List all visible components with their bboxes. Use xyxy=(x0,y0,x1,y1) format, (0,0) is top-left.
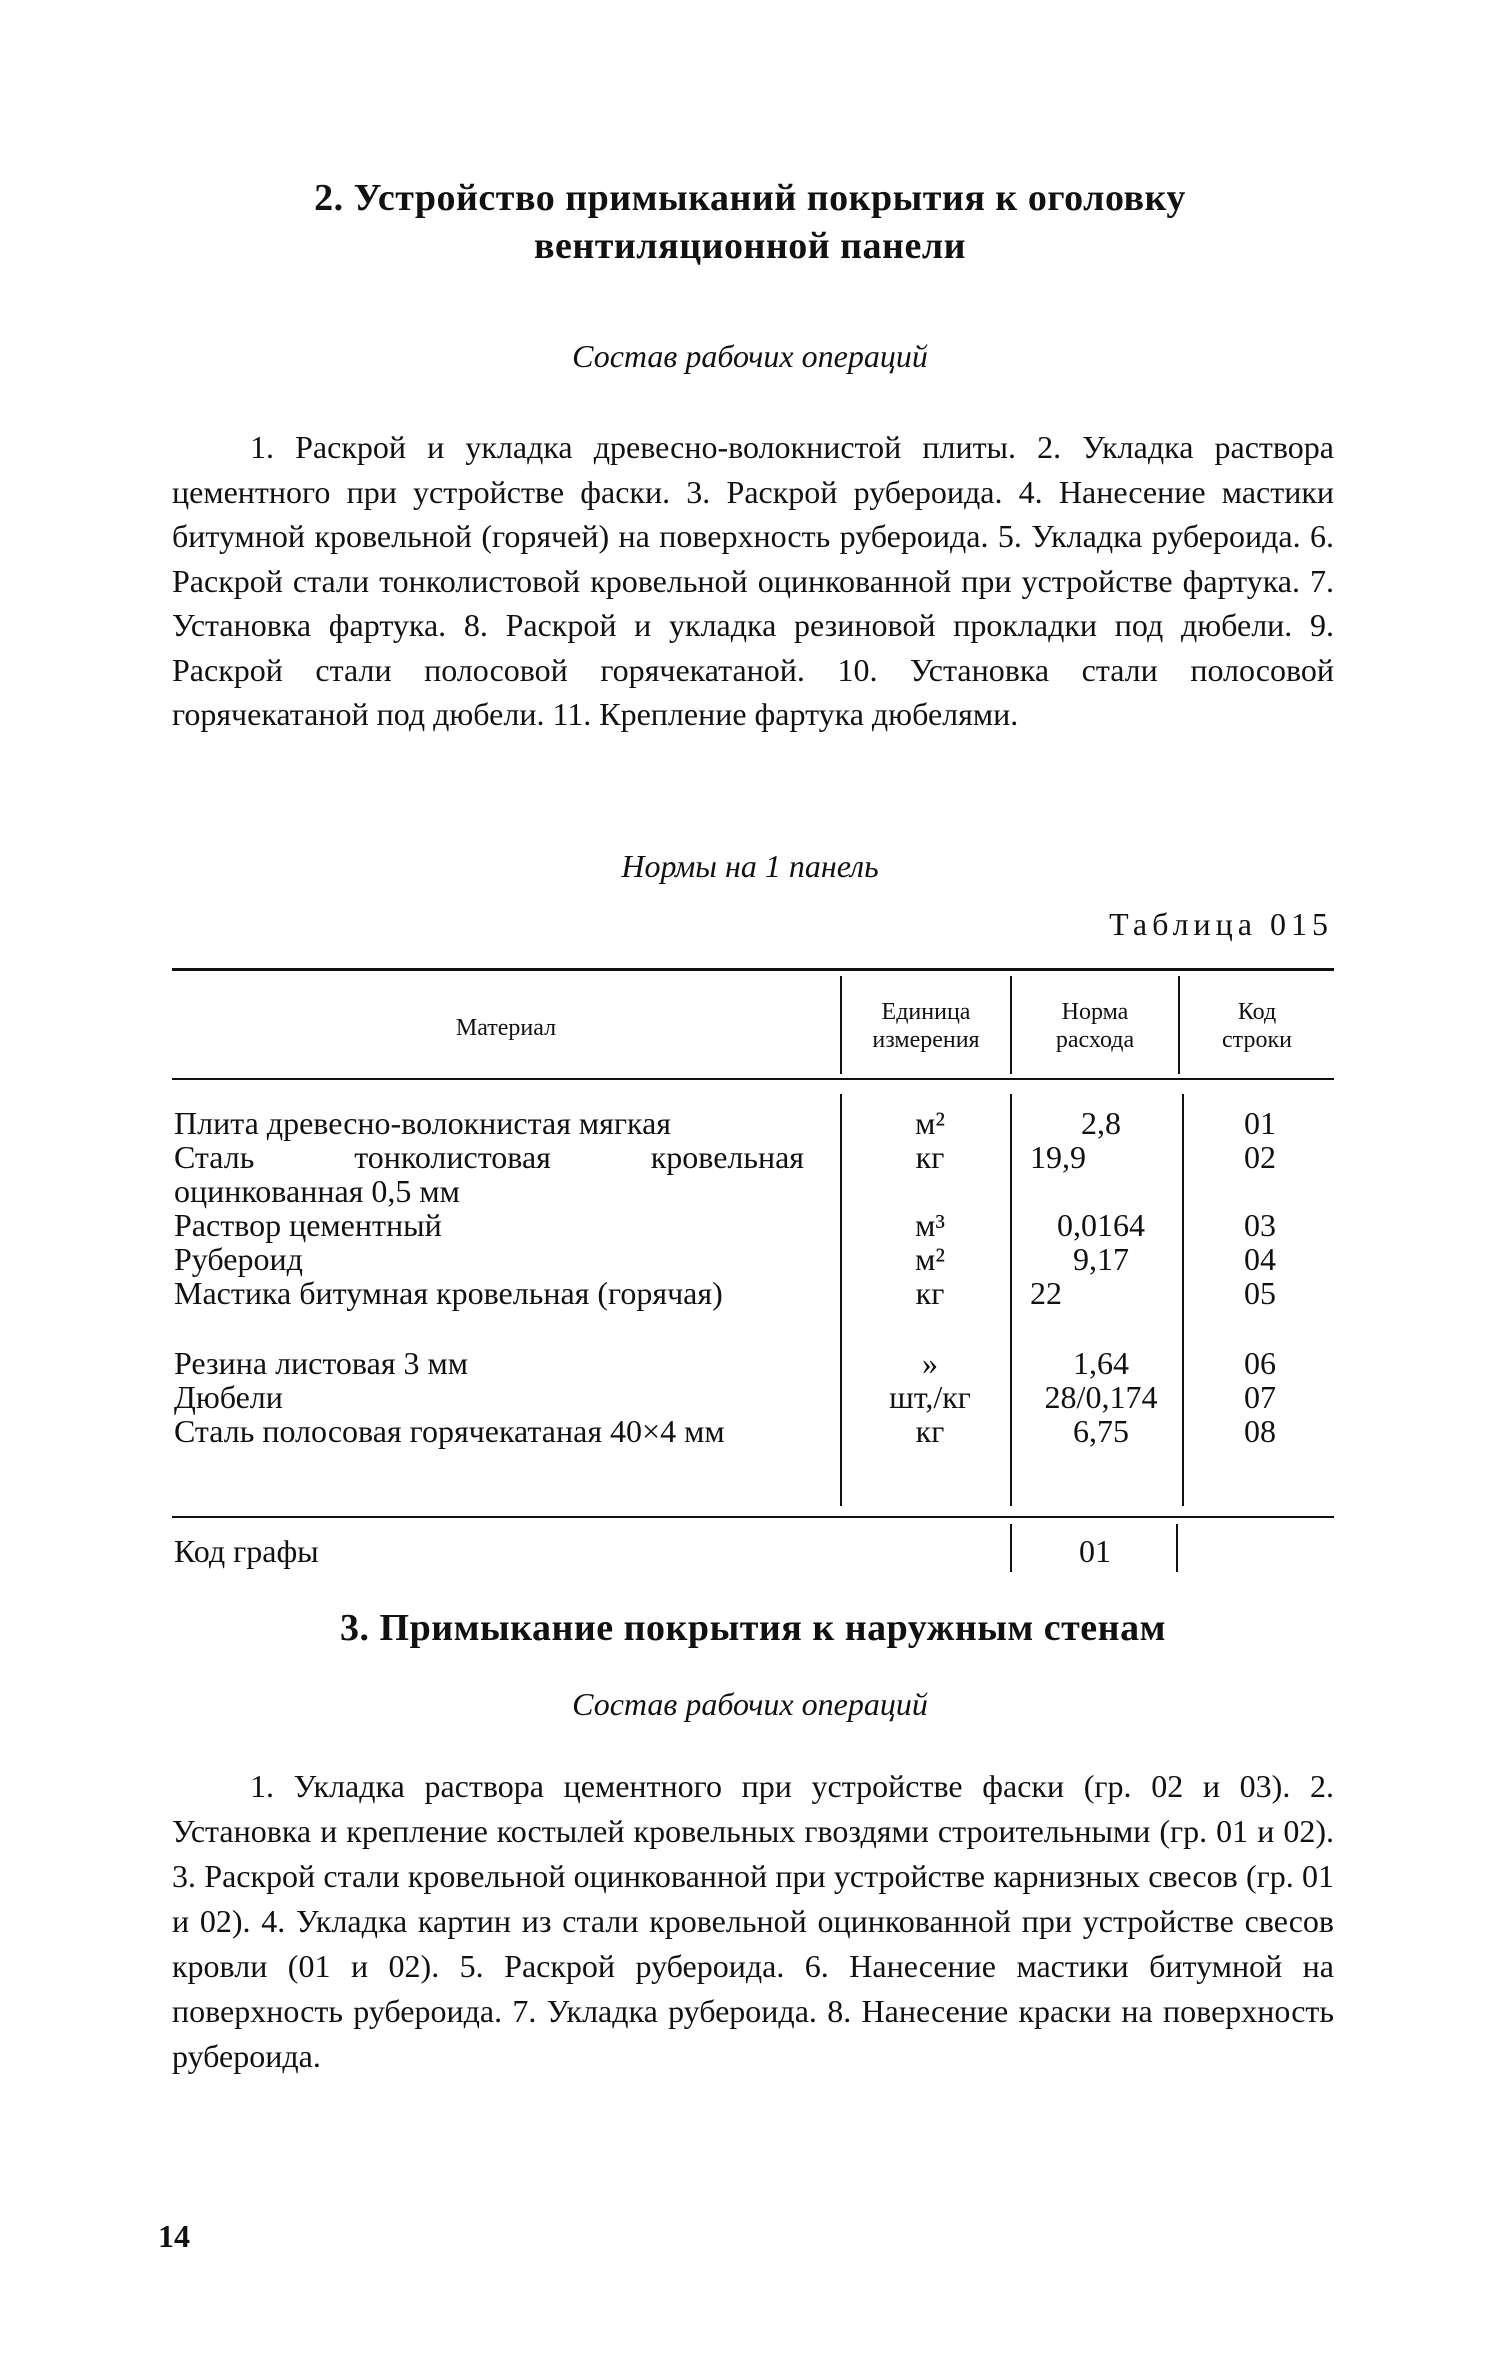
header-code-line-1: Код xyxy=(1237,999,1277,1025)
page-number: 14 xyxy=(158,2218,190,2254)
header-code-line-2: строки xyxy=(1222,1027,1292,1053)
table-row-norm: 19,9 xyxy=(1030,1139,1086,1175)
header-unit-line-2: измерения xyxy=(872,1027,980,1053)
table-row-unit: м² xyxy=(915,1241,945,1277)
body-divider-1 xyxy=(840,1094,842,1506)
table-row-code: 01 xyxy=(1244,1105,1276,1141)
table-row-code: 06 xyxy=(1244,1345,1276,1381)
table-row-unit: кг xyxy=(915,1139,945,1175)
column-code-label: Код графы xyxy=(174,1533,319,1569)
table-row-material: Резина листовая 3 мм xyxy=(174,1345,469,1381)
section-2-subtitle: Состав рабочих операций xyxy=(572,338,928,374)
table-row-code: 02 xyxy=(1244,1139,1276,1175)
body-divider-2 xyxy=(1010,1094,1012,1506)
header-norm-line-1: Норма xyxy=(1061,999,1129,1025)
table-row-norm: 2,8 xyxy=(1081,1105,1121,1141)
table-row-unit: кг xyxy=(915,1275,945,1311)
table-row-unit: м³ xyxy=(915,1207,945,1243)
table-row-norm: 9,17 xyxy=(1073,1241,1129,1277)
table-row-norm: 0,0164 xyxy=(1057,1207,1145,1243)
section-2-title-line-2: вентиляционной панели xyxy=(533,225,967,267)
section-2-title-line-1: 2. Устройство примыканий покрытия к оголовку xyxy=(314,177,1186,219)
table-bottom-rule xyxy=(172,1516,1334,1518)
table-row-norm: 6,75 xyxy=(1073,1413,1129,1449)
section-3-title: 3. Примыкание покрытия к наружным стенам xyxy=(340,1607,1166,1649)
header-unit-line-1: Единица xyxy=(881,999,971,1025)
norms-caption: Нормы на 1 панель xyxy=(621,848,879,884)
header-norm-line-2: расхода xyxy=(1055,1027,1135,1053)
table-row-material: Мастика битумная кровельная (горячая) xyxy=(174,1275,723,1311)
table-row-code: 07 xyxy=(1244,1379,1276,1415)
table-row-norm: 22 xyxy=(1030,1275,1062,1311)
table-row-material: Плита древесно-волокнистая мягкая xyxy=(174,1105,671,1141)
table-row-material: Сталь тонколистовая кровельная оцинкованная 0,5 мм xyxy=(174,1139,804,1209)
table-caption: Таблица 015 xyxy=(1109,906,1333,942)
table-row-unit: » xyxy=(922,1345,938,1381)
table-row-material: Раствор цементный xyxy=(174,1207,442,1243)
section-3-operations: 1. Укладка раствора цементного при устройстве фаски (гр. 02 и 03). 2. Установка и крепление костылей кровельных гвоздями строительными (гр. 01 и 02). 3. Раскрой стали кровельной оцинкованной при устройстве карнизных свесов (гр. 01 и 02). 4. Укладка картин из стали кровельной оцинкованной при устройстве свесов кровли (01 и 02). 5. Раскрой рубероида. 6. Нанесение мастики битумной на поверхность рубероида. 7. Укладка рубероида. 8. Нанесение краски на поверхность рубероида. xyxy=(172,1768,1334,2074)
column-code-divider-2 xyxy=(1176,1524,1178,1572)
section-3-subtitle: Состав рабочих операций xyxy=(572,1686,928,1722)
table-row-material: Сталь полосовая горячекатаная 40×4 мм xyxy=(174,1413,725,1449)
table-header-rule xyxy=(172,1078,1334,1080)
column-code-value: 01 xyxy=(1079,1533,1111,1569)
table-row-code: 08 xyxy=(1244,1413,1276,1449)
table-row-norm: 1,64 xyxy=(1073,1345,1129,1381)
table-row-material: Рубероид xyxy=(174,1241,303,1277)
table-row-code: 03 xyxy=(1244,1207,1276,1243)
table-row-unit: м² xyxy=(915,1105,945,1141)
table-row-material: Дюбели xyxy=(174,1379,283,1415)
section-2-operations: 1. Раскрой и укладка древесно-волокнистой плиты. 2. Укладка раствора цементного при устройстве фаски. 3. Раскрой рубероида. 4. Нанесение мастики битумной кровельной (горячей) на поверхность рубероида. 5. Укладка рубероида. 6. Раскрой стали тонколистовой кровельной оцинкованной при устройстве фартука. 7. Установка фартука. 8. Раскрой и укладка резиновой прокладки под дюбели. 9. Раскрой стали полосовой горячекатаной. 10. Установка стали полосовой горячекатаной под дюбели. 11. Крепление фартука дюбелями. xyxy=(172,429,1334,732)
table-row-code: 04 xyxy=(1244,1241,1276,1277)
header-material: Материал xyxy=(455,1015,557,1041)
table-row-code: 05 xyxy=(1244,1275,1276,1311)
table-row-norm: 28/0,174 xyxy=(1044,1379,1158,1415)
table-top-rule xyxy=(172,968,1334,971)
table-row-unit: кг xyxy=(915,1413,945,1449)
table-row-unit: шт,/кг xyxy=(889,1379,971,1415)
